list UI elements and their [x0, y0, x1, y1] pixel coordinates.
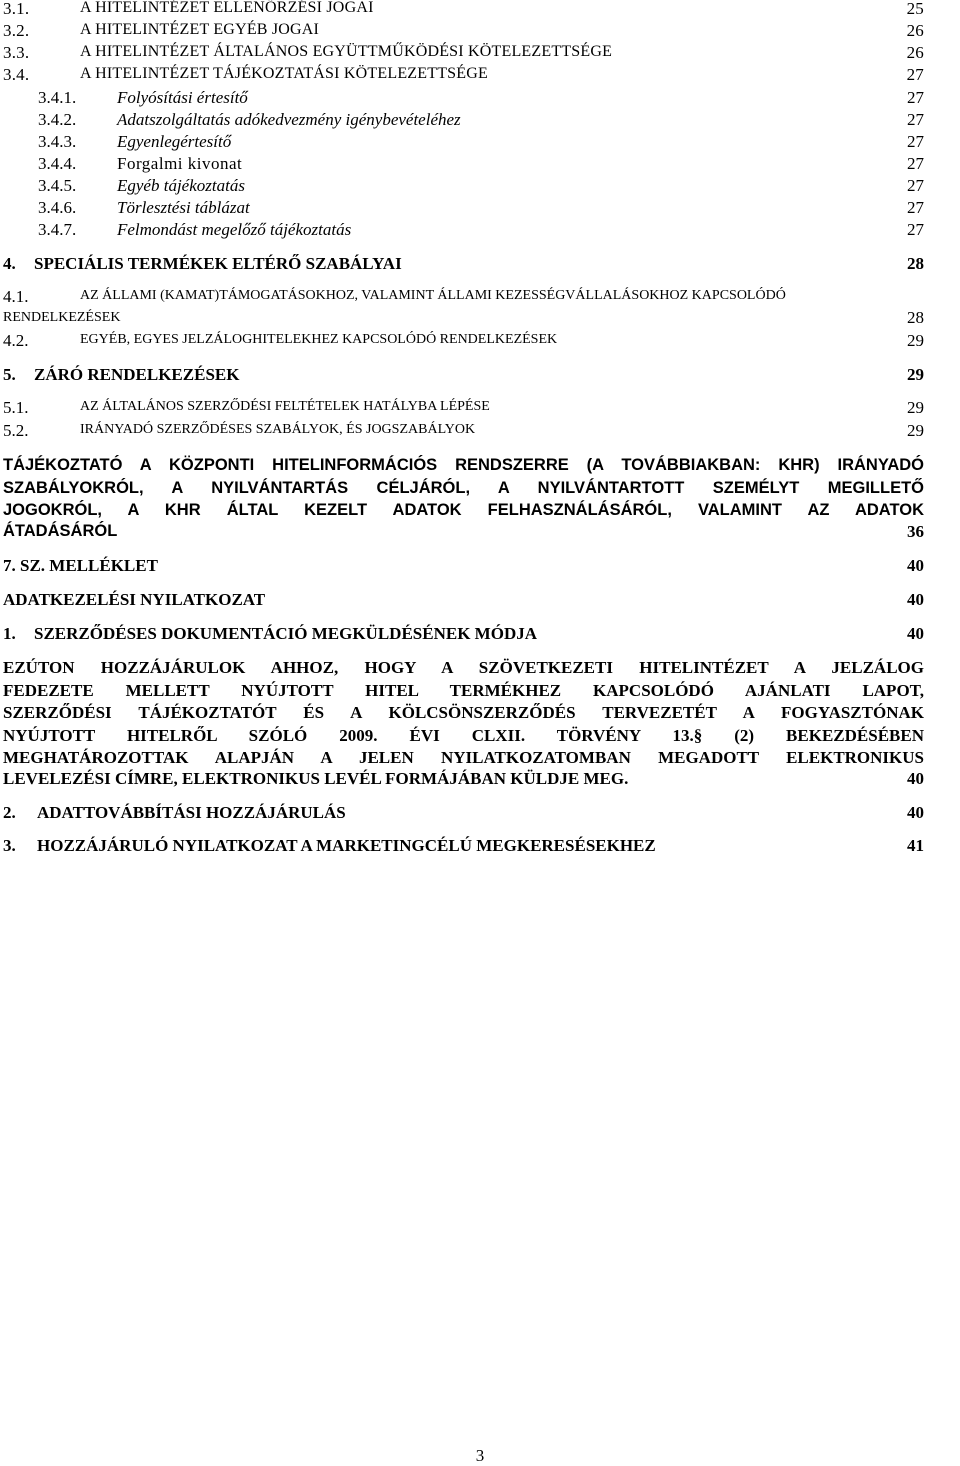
toc-subentry-number: 3.4.3. — [38, 132, 77, 151]
toc-entry[interactable] — [0, 0, 960, 19]
toc-section-page: 41 — [907, 836, 924, 855]
toc-subentry-number: 3.4.4. — [38, 154, 77, 173]
toc-section[interactable] — [0, 365, 960, 387]
toc-khr-entry[interactable] — [3, 454, 924, 522]
toc-section-title: ADATTOVÁBBÍTÁSI HOZZÁJÁRULÁS — [37, 803, 346, 822]
khr-page: 36 — [907, 522, 924, 541]
toc-subentry-page: 27 — [907, 220, 924, 239]
toc-section-number: 2. — [3, 803, 16, 822]
toc-entry-title: AZ ÁLLAMI (KAMAT)TÁMOGATÁSOKHOZ, VALAMINT ÁLLAMI KEZESSÉGVÁLLALÁSOKHOZ KAPCSOLÓDÓ — [80, 288, 786, 303]
toc-entry-number: 3.2. — [3, 21, 30, 40]
toc-section[interactable] — [0, 803, 960, 825]
toc-entry-page: 29 — [907, 421, 924, 440]
toc-ezuton-entry[interactable] — [3, 657, 924, 770]
toc-entry-page: 29 — [907, 398, 924, 417]
ezuton-last-line: LEVELEZÉSI CÍMRE, ELEKTRONIKUS LEVÉL FORMÁJÁBAN KÜLDJE MEG. — [3, 769, 629, 788]
toc-entry-title: A HITELINTÉZET TÁJÉKOZTATÁSI KÖTELEZETTSÉGE — [80, 65, 488, 82]
toc-subentry[interactable] — [0, 88, 960, 110]
toc-subentry[interactable] — [0, 132, 960, 154]
toc-subentry-title: Egyenlegértesítő — [117, 132, 232, 151]
toc-entry-number: 3.4. — [3, 65, 30, 84]
toc-subentry[interactable] — [0, 110, 960, 132]
toc-section-number: 3. — [3, 836, 16, 855]
khr-line: TÁJÉKOZTATÓ A KÖZPONTI HITELINFORMÁCIÓS RENDSZERRE (A TOVÁBBIAKBAN: KHR) IRÁNYADÓ — [3, 456, 924, 474]
toc-section[interactable] — [0, 556, 960, 578]
toc-entry[interactable] — [0, 21, 960, 41]
toc-subentry-number: 3.4.1. — [38, 88, 77, 107]
ezuton-line: SZERZŐDÉSI TÁJÉKOZTATÓT ÉS A KÖLCSÖNSZERZŐDÉS TERVEZETÉT A FOGYASZTÓNAK — [3, 703, 924, 722]
toc-section-title: ADATKEZELÉSI NYILATKOZAT — [3, 590, 266, 609]
toc-entry[interactable] — [0, 331, 960, 353]
toc-section-page: 40 — [907, 624, 924, 643]
toc-section-page: 28 — [907, 254, 924, 273]
toc-section-page: 40 — [907, 556, 924, 575]
khr-line: JOGOKRÓL, A KHR ÁLTAL KEZELT ADATOK FELHASZNÁLÁSÁRÓL, VALAMINT AZ ADATOK — [3, 501, 924, 519]
toc-subentry-page: 27 — [907, 198, 924, 217]
toc-entry[interactable] — [0, 43, 960, 63]
toc-khr-last-line[interactable] — [0, 522, 960, 544]
ezuton-line: EZÚTON HOZZÁJÁRULOK AHHOZ, HOGY A SZÖVETKEZETI HITELINTÉZET A JELZÁLOG — [3, 658, 924, 677]
khr-last-line: ÁTADÁSÁRÓL — [3, 522, 118, 540]
toc-entry-number: 5.2. — [3, 421, 29, 440]
toc-section[interactable] — [0, 836, 960, 858]
toc-entry-page: 29 — [907, 331, 924, 350]
toc-subentry[interactable] — [0, 220, 960, 242]
toc-entry-page: 27 — [906, 65, 924, 84]
toc-section-title: 7. SZ. MELLÉKLET — [3, 556, 158, 575]
toc-section-page: 40 — [907, 803, 924, 822]
toc-section-title: ZÁRÓ RENDELKEZÉSEK — [34, 365, 240, 384]
toc-section-page: 40 — [907, 590, 924, 609]
toc-subentry-number: 3.4.2. — [38, 110, 77, 129]
toc-section-number: 1. — [3, 624, 16, 643]
toc-subentry-title: Felmondást megelőző tájékoztatás — [117, 220, 352, 239]
toc-subentry-page: 27 — [907, 110, 924, 129]
toc-section[interactable] — [0, 624, 960, 646]
toc-subentry[interactable] — [0, 198, 960, 220]
ezuton-page: 40 — [907, 769, 924, 788]
toc-entry-title: EGYÉB, EGYES JELZÁLOGHITELEKHEZ KAPCSOLÓDÓ RENDELKEZÉSEK — [80, 332, 558, 347]
toc-entry-title: A HITELINTÉZET ELLENŐRZÉSI JOGAI — [80, 0, 374, 16]
toc-section-number: 4. — [3, 254, 16, 273]
toc-entry[interactable] — [0, 287, 960, 331]
toc-entry[interactable] — [0, 421, 960, 443]
toc-section-title: HOZZÁJÁRULÓ NYILATKOZAT A MARKETINGCÉLÚ MEGKERESÉSEKHEZ — [37, 836, 656, 855]
toc-subentry[interactable] — [0, 154, 960, 176]
toc-entry-title-continued: RENDELKEZÉSEK — [3, 310, 121, 325]
toc-subentry-page: 27 — [907, 88, 924, 107]
toc-subentry-title: Egyéb tájékoztatás — [117, 176, 245, 195]
toc-section-page: 29 — [907, 365, 924, 384]
toc-entry-title: AZ ÁLTALÁNOS SZERZŐDÉSI FELTÉTELEK HATÁLYBA LÉPÉSE — [80, 399, 490, 414]
khr-line: SZABÁLYOKRÓL, A NYILVÁNTARTÁS CÉLJÁRÓL, A NYILVÁNTARTOTT SZEMÉLYT MEGILLETŐ — [3, 478, 924, 497]
toc-subentry-title: Törlesztési táblázat — [117, 198, 250, 217]
toc-subentry-title: Folyósítási értesítő — [117, 88, 248, 107]
toc-entry-page: 25 — [906, 0, 924, 18]
toc-entry-number: 3.3. — [3, 43, 30, 62]
toc-section-title: SZERZŐDÉSES DOKUMENTÁCIÓ MEGKÜLDÉSÉNEK MÓDJA — [34, 624, 537, 643]
toc-entry-title: IRÁNYADÓ SZERZŐDÉSES SZABÁLYOK, ÉS JOGSZABÁLYOK — [80, 422, 476, 437]
toc-section-number: 5. — [3, 365, 16, 384]
toc-subentry[interactable] — [0, 176, 960, 198]
ezuton-line: MEGHATÁROZOTTAK ALAPJÁN A JELEN NYILATKOZATOMBAN MEGADOTT ELEKTRONIKUS — [3, 748, 924, 767]
toc-subentry-number: 3.4.5. — [38, 176, 77, 195]
toc-subentry-title: Forgalmi kivonat — [117, 154, 243, 173]
toc-entry-title: A HITELINTÉZET ÁLTALÁNOS EGYÜTTMŰKÖDÉSI KÖTELEZETTSÉGE — [80, 43, 613, 60]
toc-ezuton-last-line[interactable] — [0, 769, 960, 791]
toc-subentry-number: 3.4.6. — [38, 198, 77, 217]
toc-subentry-title: Adatszolgáltatás adókedvezmény igénybevételéhez — [117, 110, 461, 129]
toc-entry-page: 26 — [906, 21, 924, 40]
ezuton-line: FEDEZETE MELLETT NYÚJTOTT HITEL TERMÉKHEZ KAPCSOLÓDÓ AJÁNLATI LAPOT, — [3, 680, 924, 700]
toc-entry-page: 26 — [906, 43, 924, 62]
toc-section[interactable] — [0, 590, 960, 612]
toc-subentry-page: 27 — [907, 132, 924, 151]
toc-subentry-number: 3.4.7. — [38, 220, 77, 239]
toc-entry[interactable] — [0, 65, 960, 85]
toc-subentry-page: 27 — [907, 154, 924, 173]
toc-entry-number: 4.1. — [3, 287, 29, 306]
toc-section-title: SPECIÁLIS TERMÉKEK ELTÉRŐ SZABÁLYAI — [34, 254, 402, 273]
toc-subentry-page: 27 — [907, 176, 924, 195]
toc-entry-number: 5.1. — [3, 398, 29, 417]
toc-entry-number: 4.2. — [3, 331, 29, 350]
toc-section[interactable] — [0, 254, 960, 276]
page-number: 3 — [475, 1446, 485, 1465]
toc-entry-title: A HITELINTÉZET EGYÉB JOGAI — [80, 21, 320, 38]
toc-entry-number: 3.1. — [3, 0, 30, 18]
ezuton-line: NYÚJTOTT HITELRŐL SZÓLÓ 2009. ÉVI CLXII. TÖRVÉNY 13.§ (2) BEKEZDÉSÉBEN — [3, 725, 924, 745]
toc-entry[interactable] — [0, 398, 960, 420]
toc-entry-page: 28 — [907, 308, 924, 327]
